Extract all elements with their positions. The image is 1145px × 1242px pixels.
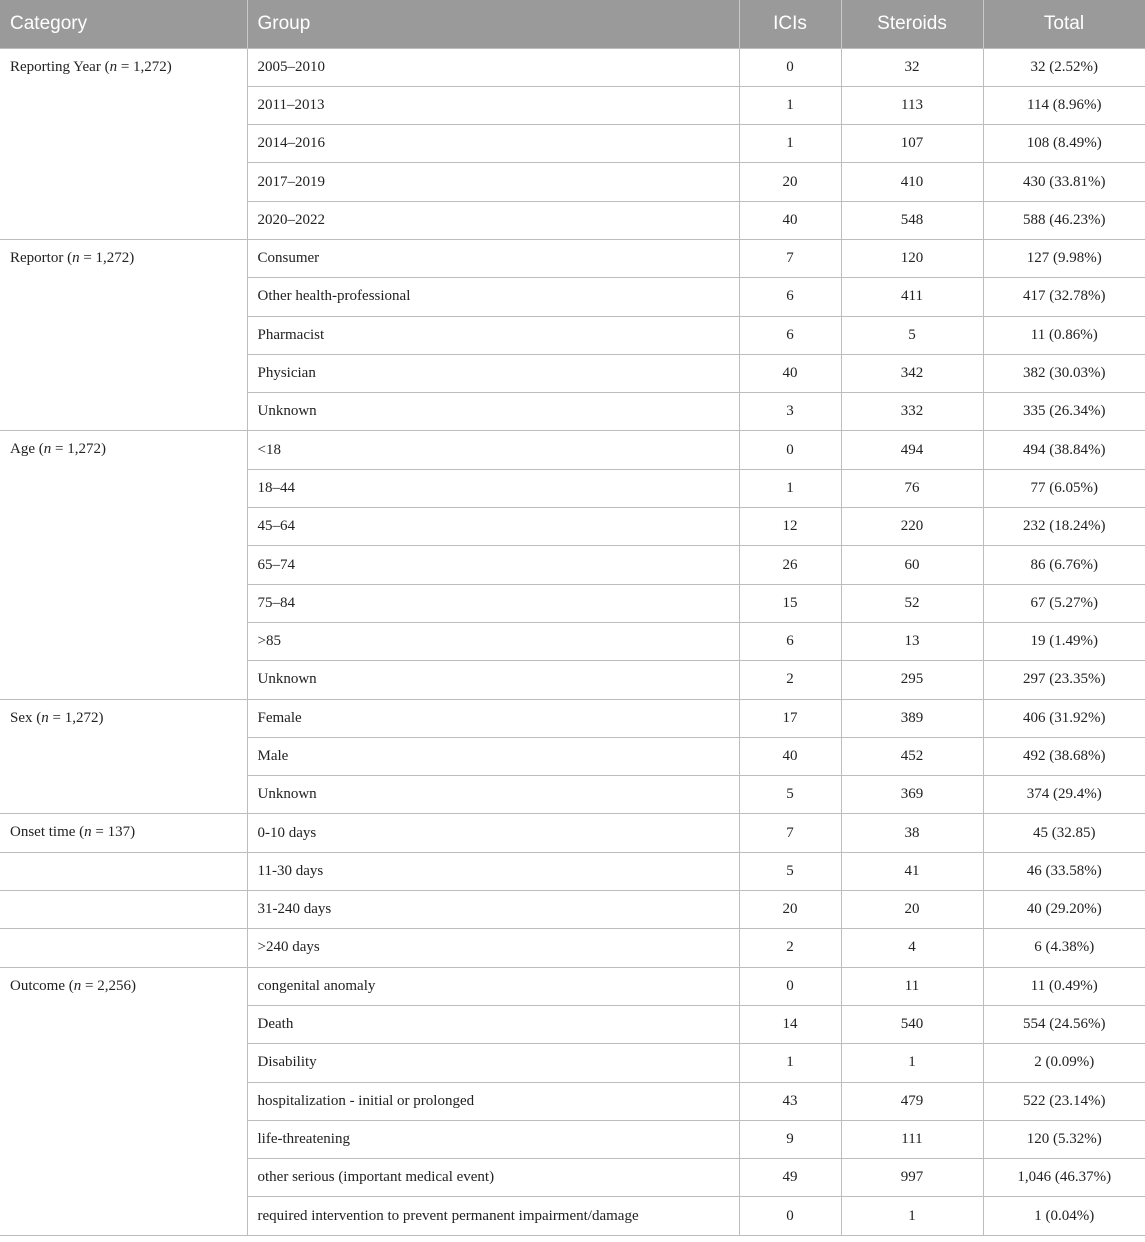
category-label: Reportor ( (10, 249, 73, 266)
category-cell (0, 431, 247, 699)
steroids-cell: 5 (841, 316, 983, 354)
category-cell (0, 929, 247, 967)
group-cell: other serious (important medical event) (247, 1159, 739, 1197)
column-header-steroids: Steroids (841, 0, 983, 48)
group-cell: >240 days (247, 929, 739, 967)
total-cell: 522 (23.14%) (983, 1082, 1145, 1120)
group-cell: Other health-professional (247, 278, 739, 316)
total-cell: 40 (29.20%) (983, 891, 1145, 929)
category-label: Age ( (10, 441, 44, 458)
category-label: Outcome ( (10, 977, 74, 994)
steroids-cell: 38 (841, 814, 983, 852)
icis-cell: 0 (739, 967, 841, 1005)
sample-size-symbol: n (84, 824, 92, 841)
category-cell (0, 699, 247, 814)
steroids-cell: 479 (841, 1082, 983, 1120)
steroids-cell: 332 (841, 393, 983, 431)
icis-cell: 0 (739, 431, 841, 469)
icis-cell: 5 (739, 852, 841, 890)
icis-cell: 2 (739, 661, 841, 699)
category-cell (0, 814, 247, 852)
total-cell: 588 (46.23%) (983, 201, 1145, 239)
total-cell: 11 (0.86%) (983, 316, 1145, 354)
steroids-cell: 494 (841, 431, 983, 469)
table-row (0, 699, 1145, 737)
steroids-cell: 20 (841, 891, 983, 929)
total-cell: 2 (0.09%) (983, 1044, 1145, 1082)
sample-size-value: = 1,272) (117, 58, 172, 75)
column-header-icis: ICIs (739, 0, 841, 48)
steroids-cell: 411 (841, 278, 983, 316)
icis-cell: 6 (739, 316, 841, 354)
icis-cell: 40 (739, 201, 841, 239)
steroids-cell: 997 (841, 1159, 983, 1197)
group-cell: Pharmacist (247, 316, 739, 354)
group-cell: 0-10 days (247, 814, 739, 852)
total-cell: 492 (38.68%) (983, 737, 1145, 775)
icis-cell: 40 (739, 354, 841, 392)
group-cell: Physician (247, 354, 739, 392)
steroids-cell: 548 (841, 201, 983, 239)
steroids-cell: 113 (841, 86, 983, 124)
total-cell: 77 (6.05%) (983, 469, 1145, 507)
group-cell: hospitalization - initial or prolonged (247, 1082, 739, 1120)
group-cell: 31-240 days (247, 891, 739, 929)
column-header-total: Total (983, 0, 1145, 48)
category-cell (0, 239, 247, 430)
icis-cell: 0 (739, 48, 841, 86)
steroids-cell: 410 (841, 163, 983, 201)
icis-cell: 0 (739, 1197, 841, 1235)
steroids-cell: 540 (841, 1005, 983, 1043)
column-header-category: Category (0, 0, 247, 48)
group-cell: Male (247, 737, 739, 775)
steroids-cell: 52 (841, 584, 983, 622)
category-label: Reporting Year ( (10, 58, 110, 75)
total-cell: 46 (33.58%) (983, 852, 1145, 890)
steroids-cell: 220 (841, 508, 983, 546)
icis-cell: 1 (739, 469, 841, 507)
group-cell: Consumer (247, 239, 739, 277)
icis-cell: 5 (739, 776, 841, 814)
header-row (0, 0, 1145, 48)
category-label: Onset time ( (10, 824, 85, 841)
table-row (0, 431, 1145, 469)
total-cell: 232 (18.24%) (983, 508, 1145, 546)
sample-size-value: = 137) (91, 824, 136, 841)
steroids-cell: 76 (841, 469, 983, 507)
category-cell (0, 852, 247, 890)
total-cell: 406 (31.92%) (983, 699, 1145, 737)
icis-cell: 43 (739, 1082, 841, 1120)
icis-cell: 49 (739, 1159, 841, 1197)
icis-cell: 1 (739, 86, 841, 124)
group-cell: Unknown (247, 776, 739, 814)
group-cell: life-threatening (247, 1120, 739, 1158)
icis-cell: 6 (739, 622, 841, 660)
icis-cell: 40 (739, 737, 841, 775)
sample-size-value: = 1,272) (48, 709, 104, 726)
total-cell: 67 (5.27%) (983, 584, 1145, 622)
category-label: Sex ( (10, 709, 42, 726)
table-row (0, 48, 1145, 86)
steroids-cell: 1 (841, 1044, 983, 1082)
icis-cell: 7 (739, 814, 841, 852)
sample-size-value: = 1,272) (51, 441, 106, 458)
group-cell: >85 (247, 622, 739, 660)
sample-size-symbol: n (41, 709, 49, 726)
steroids-cell: 120 (841, 239, 983, 277)
total-cell: 120 (5.32%) (983, 1120, 1145, 1158)
icis-cell: 20 (739, 163, 841, 201)
group-cell: Unknown (247, 661, 739, 699)
total-cell: 1 (0.04%) (983, 1197, 1145, 1235)
steroids-cell: 13 (841, 622, 983, 660)
sample-size-symbol: n (73, 977, 82, 994)
total-cell: 127 (9.98%) (983, 239, 1145, 277)
steroids-cell: 452 (841, 737, 983, 775)
group-cell: 11-30 days (247, 852, 739, 890)
total-cell: 45 (32.85) (983, 814, 1145, 852)
category-cell (0, 48, 247, 239)
group-cell: 2011–2013 (247, 86, 739, 124)
icis-cell: 3 (739, 393, 841, 431)
column-header-group: Group (247, 0, 739, 48)
table-row (0, 852, 1145, 890)
steroids-cell: 11 (841, 967, 983, 1005)
group-cell: 18–44 (247, 469, 739, 507)
sample-size-symbol: n (72, 249, 80, 266)
group-cell: 2005–2010 (247, 48, 739, 86)
total-cell: 554 (24.56%) (983, 1005, 1145, 1043)
group-cell: 2014–2016 (247, 125, 739, 163)
icis-cell: 12 (739, 508, 841, 546)
steroids-cell: 60 (841, 546, 983, 584)
steroids-cell: 107 (841, 125, 983, 163)
icis-cell: 14 (739, 1005, 841, 1043)
steroids-cell: 111 (841, 1120, 983, 1158)
category-cell (0, 967, 247, 1235)
group-cell: Death (247, 1005, 739, 1043)
total-cell: 417 (32.78%) (983, 278, 1145, 316)
steroids-cell: 32 (841, 48, 983, 86)
group-cell: 65–74 (247, 546, 739, 584)
total-cell: 11 (0.49%) (983, 967, 1145, 1005)
icis-cell: 20 (739, 891, 841, 929)
icis-cell: 9 (739, 1120, 841, 1158)
total-cell: 32 (2.52%) (983, 48, 1145, 86)
total-cell: 114 (8.96%) (983, 86, 1145, 124)
total-cell: 297 (23.35%) (983, 661, 1145, 699)
group-cell: 2020–2022 (247, 201, 739, 239)
table-row (0, 929, 1145, 967)
group-cell: congenital anomaly (247, 967, 739, 1005)
table-row (0, 891, 1145, 929)
group-cell: required intervention to prevent permanent impairment/damage (247, 1197, 739, 1235)
icis-cell: 1 (739, 125, 841, 163)
table-body (0, 48, 1145, 1235)
icis-cell: 2 (739, 929, 841, 967)
steroids-cell: 369 (841, 776, 983, 814)
icis-cell: 15 (739, 584, 841, 622)
table-header (0, 0, 1145, 48)
group-cell: Disability (247, 1044, 739, 1082)
steroids-cell: 342 (841, 354, 983, 392)
sample-size-symbol: n (109, 58, 118, 75)
icis-cell: 1 (739, 1044, 841, 1082)
table-row (0, 239, 1145, 277)
total-cell: 108 (8.49%) (983, 125, 1145, 163)
total-cell: 430 (33.81%) (983, 163, 1145, 201)
icis-cell: 6 (739, 278, 841, 316)
steroids-cell: 41 (841, 852, 983, 890)
sample-size-value: = 1,272) (79, 249, 135, 266)
steroids-cell: 4 (841, 929, 983, 967)
group-cell: Female (247, 699, 739, 737)
icis-cell: 26 (739, 546, 841, 584)
total-cell: 19 (1.49%) (983, 622, 1145, 660)
total-cell: 374 (29.4%) (983, 776, 1145, 814)
group-cell: 75–84 (247, 584, 739, 622)
sample-size-value: = 2,256) (81, 977, 136, 994)
group-cell: 45–64 (247, 508, 739, 546)
sample-size-symbol: n (43, 441, 52, 458)
total-cell: 335 (26.34%) (983, 393, 1145, 431)
group-cell: <18 (247, 431, 739, 469)
group-cell: Unknown (247, 393, 739, 431)
total-cell: 494 (38.84%) (983, 431, 1145, 469)
icis-cell: 17 (739, 699, 841, 737)
total-cell: 6 (4.38%) (983, 929, 1145, 967)
table-row (0, 967, 1145, 1005)
steroids-cell: 295 (841, 661, 983, 699)
steroids-cell: 1 (841, 1197, 983, 1235)
steroids-cell: 389 (841, 699, 983, 737)
total-cell: 86 (6.76%) (983, 546, 1145, 584)
total-cell: 382 (30.03%) (983, 354, 1145, 392)
icis-cell: 7 (739, 239, 841, 277)
group-cell: 2017–2019 (247, 163, 739, 201)
category-cell (0, 891, 247, 929)
table-row (0, 814, 1145, 852)
total-cell: 1,046 (46.37%) (983, 1159, 1145, 1197)
